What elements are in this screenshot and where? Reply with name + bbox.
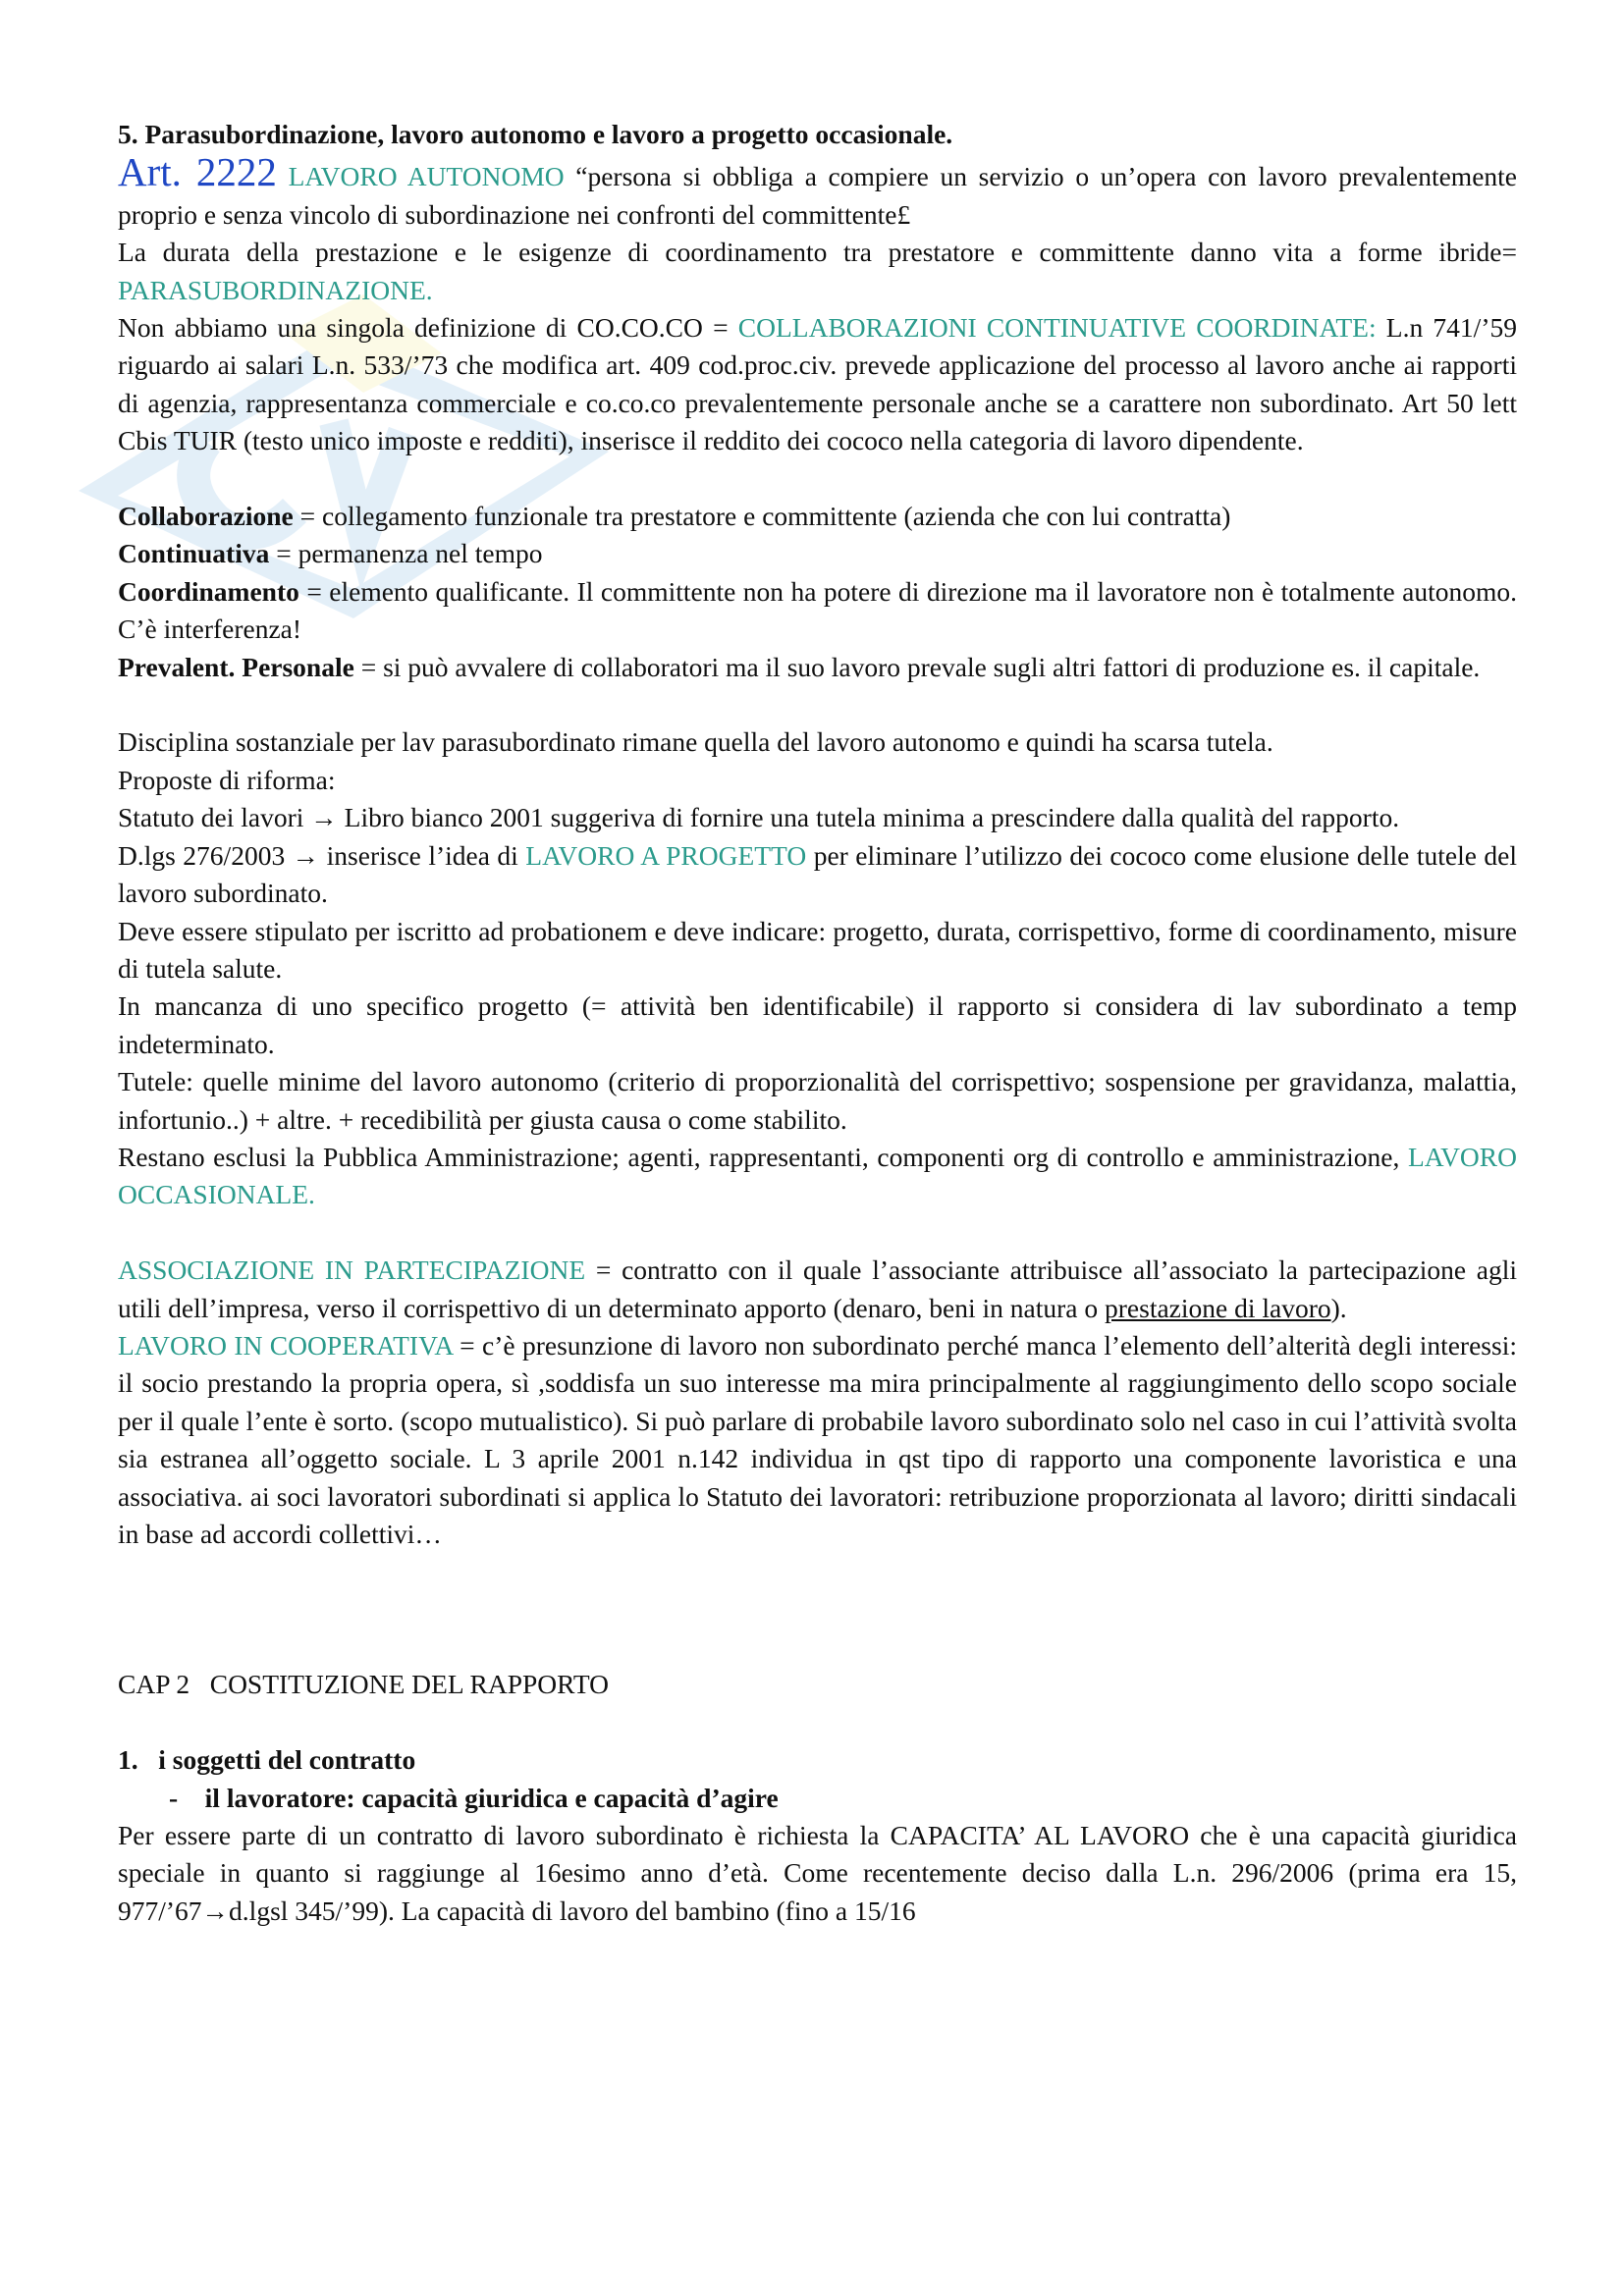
term-lavoro-autonomo: LAVORO AUTONOMO [288, 161, 565, 192]
paragraph-dlgs: D.lgs 276/2003 → inserisce l’idea di LAVORO A PROGETTO per eliminare l’utilizzo dei cococo come elusione delle tutele del lavoro subordinato. [118, 839, 1517, 909]
term-cooperativa: LAVORO IN COOPERATIVA [118, 1329, 453, 1361]
definition-continuativa: Continuativa = permanenza nel tempo [118, 538, 543, 569]
definition-collaborazione: Collaborazione = collegamento funzionale tra prestatore e committente (azienda che con lui contratta) [118, 501, 1231, 532]
paragraph-cooperativa: LAVORO IN COOPERATIVA = c’è presunzione di lavoro non subordinato perché manca l’elemento dell’alterità degli interessi: il socio prestando la propria opera, sì ,soddisfa un suo interesse ma mira principalmente al raggiungimento dello scopo sociale per il quale l’ente è sorto. (scopo mutualistico). Si può parlare di probabile lavoro subordinato solo nel caso in cui l’attività svolta sia estranea all’oggetto sociale. L 3 aprile 2001 n.142 individua in qst tipo di rapporto una componente lavoristica e una associativa. ai soci lavoratori subordinati si applica lo Statuto dei lavoratori: retribuzione proporzionata al lavoro; diritti sindacali in base ad accordi collettivi… [118, 1329, 1517, 1549]
term-lavoro-a-progetto: LAVORO A PROGETTO [525, 839, 807, 871]
document-body [118, 116, 1517, 1930]
definition-coordinamento: Coordinamento = elemento qualificante. Il committente non ha potere di direzione ma il lavoratore non è totalmente autonomo. C’è interferenza! [118, 575, 1517, 645]
paragraph-durata: La durata della prestazione e le esigenze di coordinamento tra prestatore e committente danno vita a forme ibride= PARASUBORDINAZIONE. [118, 237, 1517, 305]
definition-prevalent: Prevalent. Personale = si può avvalere di collaboratori ma il suo lavoro prevale sugli altri fattori di produzione es. il capitale. [118, 651, 1481, 682]
article-number: Art. 2222 [118, 149, 277, 195]
subsection-heading: - il lavoratore: capacità giuridica e capacità d’agire [169, 1782, 779, 1813]
paragraph-deve: Deve essere stipulato per iscritto ad probationem e deve indicare: progetto, durata, corrispettivo, forme di coordinamento, misure di tutela salute. [118, 915, 1517, 984]
chapter-heading: CAP 2 COSTITUZIONE DEL RAPPORTO [118, 1669, 609, 1700]
paragraph-capacita: Per essere parte di un contratto di lavoro subordinato è richiesta la CAPACITA’ AL LAVORO che è una capacità giuridica speciale in quanto si raggiunge al 16esimo anno d’età. Come recentemente deciso dalla L.n. 296/2006 (prima era 15, 977/’67→d.lgsl 345/’99). La capacità di lavoro del bambino (fino a 15/16 [118, 1820, 1517, 1926]
paragraph-tutele: Tutele: quelle minime del lavoro autonomo (criterio di proporzionalità del corrispettivo; sospensione per gravidanza, malattia, infortunio..) + altre. + recedibilità per giusta causa o come stabilito. [118, 1066, 1517, 1135]
paragraph-proposte: Proposte di riforma: [118, 764, 336, 795]
paragraph-cococo: Non abbiamo una singola definizione di CO.CO.CO = COLLABORAZIONI CONTINUATIVE COORDINATE: L.n 741/’59 riguardo ai salari L.n. 533/’73 che modifica art. 409 cod.proc.civ. prevede applicazione del processo al lavoro anche ai rapporti di agenzia, rappresentanza commerciale e co.co.co prevalentemente personale anche se a carattere non subordinato. Art 50 lett Cbis TUIR (testo unico imposte e redditi), inserisce il reddito dei cococo nella categoria di lavoro dipendente. [118, 312, 1517, 456]
term-associazione: ASSOCIAZIONE IN PARTECIPAZIONE [118, 1255, 586, 1286]
paragraph-associazione: ASSOCIAZIONE IN PARTECIPAZIONE = contratto con il quale l’associante attribuisce all’associato la partecipazione agli utili dell’impresa, verso il corrispettivo di un determinato apporto (denaro, beni in natura o prestazione di lavoro). [118, 1255, 1517, 1323]
paragraph-disciplina: Disciplina sostanziale per lav parasubordinato rimane quella del lavoro autonomo e quindi ha scarsa tutela. [118, 726, 1273, 758]
section-title: 5. Parasubordinazione, lavoro autonomo e lavoro a progetto occasionale. [118, 119, 953, 149]
paragraph-statuto: Statuto dei lavori → Libro bianco 2001 suggeriva di fornire una tutela minima a prescindere dalla qualità del rapporto. [118, 802, 1400, 833]
paragraph-restano: Restano esclusi la Pubblica Amministrazione; agenti, rappresentanti, componenti org di controllo e amministrazione, LAVORO OCCASIONALE. [118, 1141, 1517, 1210]
section-heading: 1. i soggetti del contratto [118, 1744, 416, 1776]
paragraph-art-2222: Art. 2222 LAVORO AUTONOMO “persona si obbliga a compiere un servizio o un’opera con lavoro prevalentemente proprio e senza vincolo di subordinazione nei confronti del committente£ [118, 149, 1517, 230]
term-parasubordinazione: PARASUBORDINAZIONE. [118, 274, 433, 305]
term-collaborazioni: COLLABORAZIONI CONTINUATIVE COORDINATE: [737, 312, 1377, 344]
term-lavoro-occasionale: LAVORO OCCASIONALE. [118, 1141, 1517, 1210]
paragraph-mancanza: In mancanza di uno specifico progetto (= attività ben identificabile) il rapporto si considera di lav subordinato a temp indeterminato. [118, 990, 1517, 1059]
